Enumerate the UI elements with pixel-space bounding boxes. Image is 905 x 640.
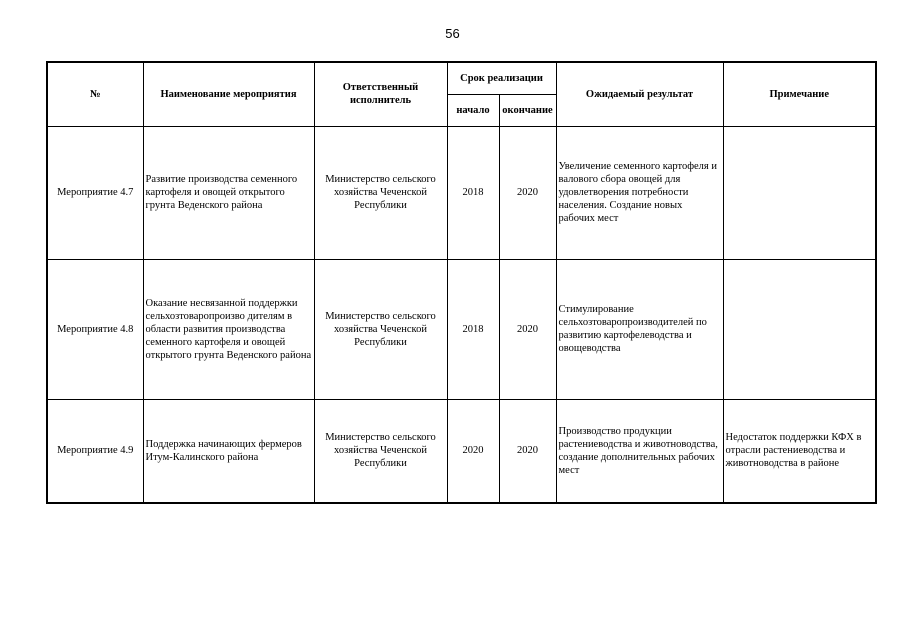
header-end: окончание bbox=[499, 94, 556, 126]
header-result: Ожидаемый результат bbox=[556, 62, 723, 126]
page-number: 56 bbox=[445, 26, 460, 41]
header-start: начало bbox=[447, 94, 499, 126]
cell-end: 2020 bbox=[499, 399, 556, 503]
cell-executor: Министерство сельского хозяйства Чеченской Республики bbox=[314, 399, 447, 503]
cell-result: Увеличение семенного картофеля и валового сбора овощей для удовлетворения потребности населения. Создание новых рабочих мест bbox=[556, 126, 723, 259]
cell-executor: Министерство сельского хозяйства Чеченской Республики bbox=[314, 259, 447, 399]
cell-note: Недостаток поддержки КФХ в отрасли растениеводства и животноводства в районе bbox=[723, 399, 876, 503]
cell-number: Мероприятие 4.9 bbox=[47, 399, 143, 503]
table-row bbox=[47, 126, 876, 259]
cell-note bbox=[723, 126, 876, 259]
cell-name: Оказание несвязанной поддержки сельхозтоваропроизво дителям в области развития производства семенного картофеля и овощей открытого грунта Веденского района bbox=[143, 259, 314, 399]
header-period: Срок реализации bbox=[447, 62, 556, 94]
cell-note bbox=[723, 259, 876, 399]
cell-result: Стимулирование сельхозтоваропроизводителей по развитию картофелеводства и овощеводства bbox=[556, 259, 723, 399]
cell-name: Поддержка начинающих фермеров Итум-Калинского района bbox=[143, 399, 314, 503]
cell-start: 2020 bbox=[447, 399, 499, 503]
cell-start: 2018 bbox=[447, 126, 499, 259]
table-row bbox=[47, 399, 876, 503]
cell-end: 2020 bbox=[499, 126, 556, 259]
table-row bbox=[47, 259, 876, 399]
header-note: Примечание bbox=[723, 62, 876, 126]
activities-table bbox=[46, 61, 877, 504]
cell-start: 2018 bbox=[447, 259, 499, 399]
cell-name: Развитие производства семенного картофеля и овощей открытого грунта Веденского района bbox=[143, 126, 314, 259]
header-executor: Ответственный исполнитель bbox=[314, 62, 447, 126]
header-number: № bbox=[47, 62, 143, 126]
cell-number: Мероприятие 4.7 bbox=[47, 126, 143, 259]
header-name: Наименование мероприятия bbox=[143, 62, 314, 126]
cell-end: 2020 bbox=[499, 259, 556, 399]
cell-number: Мероприятие 4.8 bbox=[47, 259, 143, 399]
cell-result: Производство продукции растениеводства и животноводства, создание дополнительных рабочих мест bbox=[556, 399, 723, 503]
cell-executor: Министерство сельского хозяйства Чеченской Республики bbox=[314, 126, 447, 259]
